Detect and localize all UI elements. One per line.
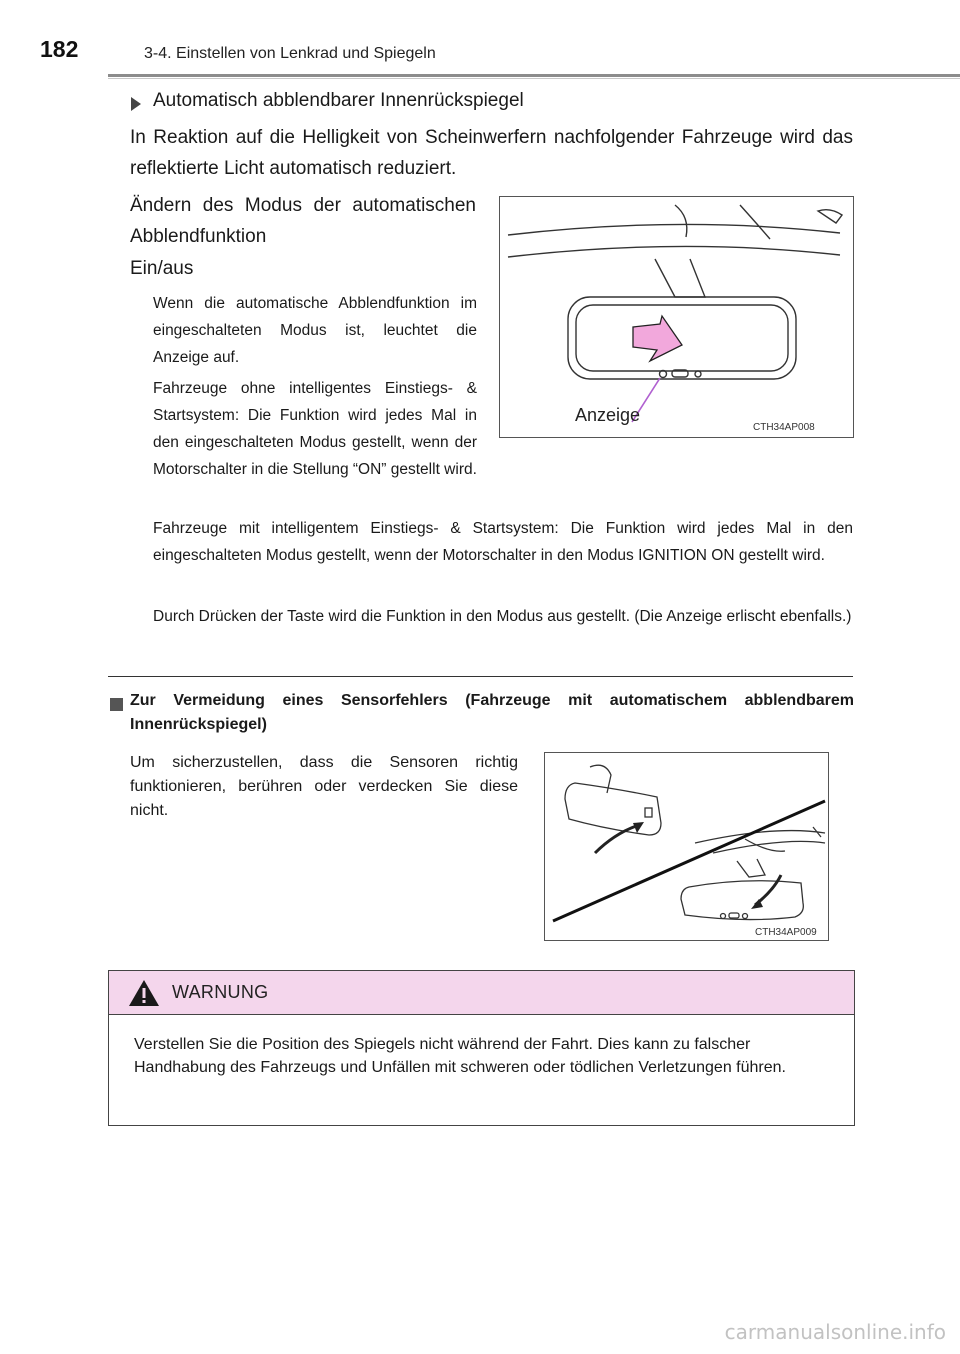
warning-text: Verstellen Sie die Position des Spiegels nicht während der Fahrt. Dies kann zu falscher Handhabung des Fahrzeugs und Unfällen mit schweren oder tödlichen Verletzungen führen.	[134, 1036, 786, 1076]
indicator-label: Anzeige	[575, 405, 641, 425]
paragraph-with-smart-key: Fahrzeuge mit intelligentem Einstiegs- & Startsystem: Die Funktion wird jedes Mal in den eingeschalteten Modus gestellt, wenn der Motorschalter in den Modus IGNITION ON gestellt wird.	[153, 520, 853, 564]
warning-triangle-icon	[127, 978, 161, 1008]
header-rule	[108, 74, 960, 77]
mirror-illustration	[500, 197, 853, 437]
figure-mirror-sensors	[544, 752, 829, 941]
header-rule-thin	[108, 78, 960, 79]
chapter-title: 3-4. Einstellen von Lenkrad und Spiegeln	[144, 45, 436, 62]
arrow-bullet-icon	[131, 97, 141, 111]
paragraph-without-smart-key: Fahrzeuge ohne intelligentes Einstiegs- & Startsystem: Die Funktion wird jedes Mal in den eingeschalteten Modus gestellt, wenn der Motorschalter in die Stellung “ON” gestellt wird.	[153, 380, 477, 478]
sensor-illustration	[545, 753, 828, 940]
figure-code: CTH34AP008	[753, 422, 815, 433]
figure-mirror-indicator	[499, 196, 854, 438]
square-bullet-icon	[110, 698, 123, 711]
onoff-label: Ein/aus	[130, 258, 194, 279]
warning-title: WARNUNG	[172, 982, 269, 1002]
paragraph-indicator: Wenn die automatische Abblendfunktion im eingeschalteten Modus ist, leuchtet die Anzeige auf.	[153, 295, 477, 366]
paragraph-button-off: Durch Drücken der Taste wird die Funktion in den Modus aus gestellt. (Die Anzeige erlischt ebenfalls.)	[153, 608, 852, 625]
mode-subheading: Ändern des Modus der automatischen Abblendfunktion	[130, 195, 476, 247]
pointer-arrow-icon	[633, 316, 682, 361]
intro-paragraph: In Reaktion auf die Helligkeit von Scheinwerfern nachfolgender Fahrzeuge wird das reflektierte Licht automatisch reduziert.	[130, 127, 853, 179]
watermark: carmanualsonline.info	[724, 1320, 946, 1344]
sensor-heading: Zur Vermeidung eines Sensorfehlers (Fahrzeuge mit automatischem abblendbarem Innenrückspiegel)	[130, 692, 854, 733]
warning-header	[109, 971, 854, 1015]
sensor-paragraph: Um sicherzustellen, dass die Sensoren richtig funktionieren, berühren oder verdecken Sie diese nicht.	[130, 754, 518, 819]
figure-code-2: CTH34AP009	[755, 927, 817, 938]
section-divider	[108, 676, 853, 677]
section-heading: Automatisch abblendbarer Innenrückspiegel	[153, 90, 524, 111]
page-number: 182	[40, 36, 79, 62]
divider-slash	[553, 801, 825, 921]
warning-box	[108, 970, 855, 1126]
